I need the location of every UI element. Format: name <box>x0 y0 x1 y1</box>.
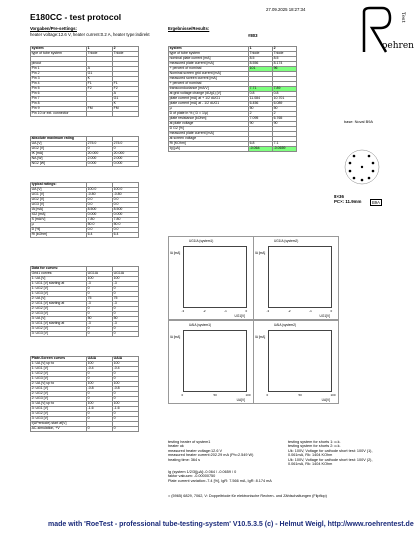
table-cell: A <box>113 92 139 97</box>
table-cell: Triode <box>87 52 113 57</box>
vacuum-note-line: Plate current variation:-7.4 [%], IgR: 7.566 mA, IgR: 8.174 mA <box>168 478 272 483</box>
presettings-label: Vorgaben/Pre-settings: <box>30 26 77 31</box>
table-cell: 3: UG2 [V] <box>31 327 87 332</box>
table-cell: 6.089 <box>273 102 297 107</box>
data-table <box>30 266 139 337</box>
table-cell: UA [V] <box>31 188 87 193</box>
table-cell: 0.0 <box>87 198 113 203</box>
table-cell: 90 <box>249 122 273 127</box>
heater-note-line: heater ok <box>168 444 184 449</box>
table-cell: 2: UA [V] up to <box>31 382 87 387</box>
table-row <box>31 427 139 432</box>
plot-y-label: IA [mA] <box>170 335 181 339</box>
table-cell: 0 <box>113 412 139 417</box>
table-cell: 3: UG3 [V] <box>31 417 87 422</box>
table-cell: 0.0 <box>113 228 139 233</box>
table-cell: 8.174 <box>273 62 297 67</box>
table-cell: 0 <box>113 327 139 332</box>
table-cell: 0 <box>87 307 113 312</box>
table-cell: 1: UG2 [V] <box>31 372 87 377</box>
table-cell: D G2 [%] <box>169 127 249 132</box>
table-cell: 2 <box>113 47 139 52</box>
table-cell: 8.556 <box>249 62 273 67</box>
table-cell: 1 <box>87 47 113 52</box>
svg-text:oehren: oehren <box>382 41 414 51</box>
table-cell: 0.0 <box>87 203 113 208</box>
table-cell: 101 <box>249 67 273 72</box>
table-cell: 0 <box>87 417 113 422</box>
table-cell: µ <box>31 223 87 228</box>
table-cell: FM <box>113 107 139 112</box>
table-cell: -3 <box>113 282 139 287</box>
table-cell: UAIA <box>113 357 139 362</box>
table-cell: 100 <box>87 402 113 407</box>
table-cell: 0 <box>113 312 139 317</box>
short-note-line: testing system for shorts 2: o.k. <box>288 444 341 449</box>
table-row <box>31 162 139 167</box>
table-cell: -0.064 <box>249 147 273 152</box>
table-cell: 275.0 <box>113 142 139 147</box>
table-cell: measured screen current [mA] <box>169 77 249 82</box>
table-cell: 0 <box>87 327 113 332</box>
table-cell: 0 <box>87 147 113 152</box>
table-row <box>169 147 297 152</box>
plot-x-tick: -3 <box>266 309 270 313</box>
presettings-text: heater voltage:12.6 V, heater current:0.2 A, heater type:indirekt <box>30 32 150 37</box>
table-cell: -3 <box>113 322 139 327</box>
table-cell: Pin 4 <box>31 82 87 87</box>
short-note-line: 0.061mA, Rk: 1404 KOhm <box>288 453 333 458</box>
plot-legend: UG1IA (system1) <box>189 239 214 243</box>
heater-notes <box>168 440 253 462</box>
table-cell: 0.8 <box>273 92 297 97</box>
table-cell: transconductance [mA/V] <box>169 87 249 92</box>
table-cell: Ri [kOhm] <box>31 233 87 238</box>
table-cell: 0 <box>113 332 139 337</box>
table-cell: 100 <box>87 382 113 387</box>
table-cell: 6.456 <box>249 102 273 107</box>
table-cell: 50 <box>113 317 139 322</box>
table-cell: type of tube system <box>169 52 249 57</box>
table-cell: IA [mA] <box>31 208 87 213</box>
table-cell: -1.6 <box>113 407 139 412</box>
curve-plot <box>168 320 254 404</box>
table-cell: Grid1 curves: <box>31 272 87 277</box>
table-cell: absolute maximum rating <box>31 137 87 142</box>
curve-plot <box>253 320 339 404</box>
table-cell: 6.4 <box>87 233 113 238</box>
table-cell: at screen voltage <box>169 137 249 142</box>
data-table <box>30 356 139 432</box>
heater-note-line: heating time: 364 s <box>168 457 201 462</box>
table-cell: 0.0 <box>113 198 139 203</box>
table-cell: 50 <box>273 107 297 112</box>
table-cell: plate current [mA] at - 1/2 dUG1 <box>169 102 249 107</box>
table-cell: UG1IA <box>113 272 139 277</box>
table-cell: 275.0 <box>87 142 113 147</box>
table-cell: 0 <box>87 427 113 432</box>
plot-x-tick: -2 <box>287 309 291 313</box>
table-cell: 100 <box>113 382 139 387</box>
table-cell: 0 <box>87 332 113 337</box>
heater-note-line: measured heater voltage:12.6 V <box>168 448 223 453</box>
table-cell: 2: UA [V] <box>31 297 87 302</box>
table-cell: Nominal screen grid current [mA] <box>169 72 249 77</box>
table-cell: 0.8 <box>249 92 273 97</box>
table-cell: Pin 8 <box>31 102 87 107</box>
table-cell: 7.89 <box>273 87 297 92</box>
table-cell: pinout <box>31 62 87 67</box>
table-cell: 20.000 <box>113 152 139 157</box>
table-cell: 0.000 <box>113 162 139 167</box>
svg-text:Test: Test <box>400 12 406 23</box>
table-cell: Pin 6 <box>31 92 87 97</box>
table-cell: Pin 10 or ext. connector <box>31 112 87 117</box>
data-table <box>168 46 297 152</box>
plot-x-label: UG1[V] <box>234 314 245 318</box>
table-cell: F1 <box>87 82 113 87</box>
table-cell: system <box>169 47 249 52</box>
vacuum-notes <box>168 470 272 483</box>
table-cell: 2: UG3 [V] <box>31 312 87 317</box>
table-cell: 100 <box>113 402 139 407</box>
table-cell: 0 <box>87 392 113 397</box>
table-cell: F2 <box>113 87 139 92</box>
plot-frame <box>183 246 247 308</box>
table-cell: -3 <box>87 302 113 307</box>
table-cell: FM <box>87 107 113 112</box>
table-cell: 7.1 <box>273 142 297 147</box>
table-cell: 0 <box>87 377 113 382</box>
table-cell: 2 <box>273 112 297 117</box>
table-cell: 75 <box>113 297 139 302</box>
plot-x-tick: 0 <box>181 393 184 397</box>
table-cell: 0 <box>113 372 139 377</box>
table-cell: 2 <box>249 112 273 117</box>
table-cell: + percent of nominal <box>169 82 249 87</box>
table-cell: 1: UG2 [V] <box>31 287 87 292</box>
table-cell: 0.000 <box>87 213 113 218</box>
table-cell: 0 <box>87 412 113 417</box>
table-cell: 0 <box>113 307 139 312</box>
table-cell: UG3 [V] <box>31 203 87 208</box>
table-cell: 7.80 <box>87 218 113 223</box>
data-table <box>30 136 139 167</box>
table-cell: Pin 2 <box>31 72 87 77</box>
table-cell: 100.0 <box>113 188 139 193</box>
page-title: E180CC - test protocol <box>30 12 122 22</box>
data-table <box>30 182 139 238</box>
table-cell: 2: UG3 [V] <box>31 397 87 402</box>
table-cell: 50 <box>249 107 273 112</box>
table-cell: at grid voltage change (dUg1) [V] <box>169 92 249 97</box>
table-cell: 1 <box>249 47 273 52</box>
table-cell: 0 <box>87 312 113 317</box>
table-cell: AC-simulation, +V <box>31 427 87 432</box>
table-cell: 1: UA [V] up to <box>31 362 87 367</box>
table-cell: 0 <box>113 427 139 432</box>
plot-legend: UAIA (system2) <box>274 323 297 327</box>
table-cell: Pin 1 <box>31 67 87 72</box>
vacuum-note-line: faktor vakuum: -0.00000750 <box>168 474 216 479</box>
table-cell: 3: UA [V] <box>31 317 87 322</box>
table-cell: 0 <box>113 392 139 397</box>
base-label: base: Noval B9A <box>344 119 373 124</box>
table-cell: 0 <box>113 147 139 152</box>
table-cell: NG2 [W] <box>31 162 87 167</box>
plot-x-tick: -2 <box>202 309 206 313</box>
table-cell: plate current [mA] at + 1/2 dUG1 <box>169 97 249 102</box>
plot-x-label: UA[V] <box>236 398 245 402</box>
table-cell: Pin 3 <box>31 77 87 82</box>
table-cell: IK [mA] <box>31 152 87 157</box>
plot-x-tick: 100 <box>330 393 336 397</box>
table-cell: 3: UA [V] up to <box>31 402 87 407</box>
table-cell: 2 <box>273 47 297 52</box>
table-cell: measured plate current [mA] <box>169 132 249 137</box>
table-cell: -3 <box>87 282 113 287</box>
table-row <box>31 332 139 337</box>
table-row <box>31 233 139 238</box>
table-cell: 2.000 <box>113 157 139 162</box>
table-cell: K <box>87 77 113 82</box>
table-cell: plate resistance [kOhm] <box>169 117 249 122</box>
table-cell: G1 <box>113 97 139 102</box>
table-cell: UG1IA <box>87 272 113 277</box>
table-cell: K <box>113 102 139 107</box>
table-cell: 100 <box>113 362 139 367</box>
tube-size-line1: 8×36 <box>334 194 344 199</box>
table-cell: at plate voltage <box>169 122 249 127</box>
table-cell: 2: UG2 [V] <box>31 307 87 312</box>
table-cell: 0.000 <box>87 162 113 167</box>
table-cell: 2: UG1 [V] <box>31 387 87 392</box>
table-cell: µ <box>169 107 249 112</box>
table-cell: 7.095 <box>249 117 273 122</box>
table-cell: 0 <box>113 397 139 402</box>
table-cell: UG2 [V] <box>31 198 87 203</box>
table-cell: F1 <box>113 82 139 87</box>
table-cell: Pin 7 <box>31 97 87 102</box>
table-cell: Pin 9 <box>31 107 87 112</box>
table-cell: 11.084 <box>249 97 273 102</box>
table-cell: F2 <box>87 87 113 92</box>
table-cell: 2: UG2 [V] <box>31 392 87 397</box>
plot-x-tick: 0 <box>330 309 333 313</box>
table-cell: 50.0 <box>87 223 113 228</box>
plot-frame <box>268 330 332 392</box>
table-cell: 3: UG3 [V] <box>31 332 87 337</box>
short-note-line: Uk: 100V, Voltage for cathode short test: 100V (2), <box>288 457 373 462</box>
table-cell: Plate-Screen curves <box>31 357 87 362</box>
test-date: 27.09.2025 18:27:34 <box>266 7 306 12</box>
table-cell <box>113 112 139 117</box>
table-cell: 8.500 <box>113 208 139 213</box>
table-cell: 8.5 <box>273 57 297 62</box>
curve-plot <box>168 236 254 320</box>
plot-x-tick: 0 <box>266 393 269 397</box>
table-cell: 1: UA [V] <box>31 277 87 282</box>
plot-x-tick: -1 <box>224 309 227 313</box>
table-cell: 0 <box>87 372 113 377</box>
table-cell: -0.80 <box>113 193 139 198</box>
table-cell: 3: UG1 [V] <box>31 407 87 412</box>
table-cell: D of plate in % ( D = 1/µ) <box>169 112 249 117</box>
tube-size-line2: PC×: 11.9mm <box>334 199 362 204</box>
table-cell: Data for curves: <box>31 267 87 272</box>
table-cell <box>87 112 113 117</box>
table-cell: -3 <box>87 322 113 327</box>
table-cell: -0.4 <box>113 367 139 372</box>
table-cell: UG1 [V] <box>31 193 87 198</box>
plot-frame <box>183 330 247 392</box>
table-cell: -0.8 <box>113 387 139 392</box>
table-cell: 10.701 <box>273 97 297 102</box>
table-cell: 50 <box>87 317 113 322</box>
table-cell: 96 <box>273 67 297 72</box>
table-cell: 1: UG1 [V] starting at <box>31 282 87 287</box>
heater-note-line: measured heater current:202.29 mA (Ph=2.549 W) <box>168 453 254 458</box>
table-cell: -0.80 <box>87 193 113 198</box>
plot-x-tick: 100 <box>245 393 251 397</box>
table-cell: 1: UG3 [V] <box>31 292 87 297</box>
equivalents-note: = (5965) 6829, 7062, V: Doppeltriode für elektronische Rechen- und Zählschaltungen (Flipflop) <box>168 494 327 498</box>
table-cell: measured plate current [mA] <box>169 62 249 67</box>
table-cell: -0.0659 <box>273 147 297 152</box>
table-cell: Ri [KOhm] <box>169 142 249 147</box>
table-cell: Ig [µA] <box>169 147 249 152</box>
table-cell: UG2 [V] <box>31 147 87 152</box>
vacuum-note-line: Ig (system 1/2/3)[µA]:-0.064 / -0.0659 / 0 <box>168 470 237 474</box>
table-cell: 7.80 <box>113 218 139 223</box>
table-cell: Triode <box>249 52 273 57</box>
table-cell: 3: UG1 [V] starting at <box>31 322 87 327</box>
table-cell: 6.8 <box>249 142 273 147</box>
table-cell: Triode <box>273 52 297 57</box>
results-label: Ergebnisse/Results: <box>168 26 210 31</box>
table-cell: typical ratings: <box>31 183 87 188</box>
table-cell: A <box>87 67 113 72</box>
table-row <box>31 112 139 117</box>
table-cell: 6.4 <box>113 233 139 238</box>
table-cell: UA [V] <box>31 142 87 147</box>
table-cell: 0 <box>113 292 139 297</box>
plot-y-label: IA [mA] <box>255 251 266 255</box>
table-cell: 50.0 <box>113 223 139 228</box>
table-cell: IG2 [mA] <box>31 213 87 218</box>
table-cell: 100.0 <box>87 188 113 193</box>
short-note-line: 0.061mA, Rk: 1404 KOhm <box>288 462 333 467</box>
plot-legend: UAIA (system1) <box>189 323 212 327</box>
table-cell: type of tube system <box>31 52 87 57</box>
table-cell: 0 <box>113 417 139 422</box>
table-cell: 2: UG1 [V] starting at <box>31 302 87 307</box>
plot-x-tick: 0 <box>245 309 248 313</box>
table-cell: 100 <box>87 362 113 367</box>
plot-x-tick: -3 <box>181 309 185 313</box>
short-note-line: testing system for shorts 1: o.k. <box>288 440 341 444</box>
tube-size <box>334 194 361 204</box>
table-cell: 7.71 <box>249 87 273 92</box>
table-cell: 0 <box>87 292 113 297</box>
table-cell: 0 <box>87 397 113 402</box>
table-cell: 0.000 <box>113 213 139 218</box>
table-cell: 6.765 <box>273 117 297 122</box>
short-test-notes <box>288 440 373 466</box>
table-cell: 8.500 <box>87 208 113 213</box>
table-cell: system <box>31 47 87 52</box>
table-cell: UAIA <box>87 357 113 362</box>
table-cell: 100 <box>87 277 113 282</box>
plot-y-label: IA [mA] <box>255 335 266 339</box>
table-cell: 8.5 <box>249 57 273 62</box>
table-cell: 3: UG2 [V] <box>31 412 87 417</box>
plot-x-tick: -1 <box>309 309 312 313</box>
table-cell: Triode <box>113 52 139 57</box>
table-cell: 0 <box>113 377 139 382</box>
plot-legend: UG1IA (system2) <box>274 239 299 243</box>
table-cell: Pin 5 <box>31 87 87 92</box>
table-cell: + percent of nominal <box>169 67 249 72</box>
table-cell: 0.0 <box>87 228 113 233</box>
table-cell: -0.8 <box>87 387 113 392</box>
table-cell: 1: UG3 [V] <box>31 377 87 382</box>
heater-note-line: testing heater of system1 <box>168 440 211 444</box>
plot-frame <box>268 246 332 308</box>
plot-x-tick: 50 <box>298 393 302 397</box>
table-cell: S [mA/V] <box>31 218 87 223</box>
base-code: B9A <box>372 200 380 205</box>
plot-x-label: UA[V] <box>321 398 330 402</box>
table-cell: nominal plate current [mA] <box>169 57 249 62</box>
table-cell: 75 <box>87 297 113 302</box>
table-cell: -0.4 <box>87 367 113 372</box>
table-cell: 0 <box>113 287 139 292</box>
table-cell: 1: UG1 [V] <box>31 367 87 372</box>
plot-x-label: UG1[V] <box>319 314 330 318</box>
table-cell: f(UPentode) start af[V] <box>31 422 87 427</box>
table-cell: -1.6 <box>87 407 113 412</box>
plot-y-label: IA [mA] <box>170 251 181 255</box>
serial-number: #803 <box>248 33 258 38</box>
table-cell: 0.0 <box>113 203 139 208</box>
table-cell: -3 <box>113 302 139 307</box>
noval-base-diagram-icon <box>342 147 382 187</box>
roehrentest-logo-icon <box>360 6 414 58</box>
table-cell: 2.000 <box>87 157 113 162</box>
plot-x-tick: 50 <box>213 393 217 397</box>
table-cell: 100 <box>113 277 139 282</box>
table-cell: D [%] <box>31 228 87 233</box>
curve-plot <box>253 236 339 320</box>
table-cell: 20.000 <box>87 152 113 157</box>
table-cell: 0 <box>87 287 113 292</box>
footer-credit: made with 'RoeTest - professional tube-testing-system' V10.5.3.5 (c) - Helmut Weigl, http://www.roehrentest.de <box>48 521 414 528</box>
table-cell: 90 <box>273 122 297 127</box>
short-note-line: Uk: 100V, Voltage for cathode short test: 100V (1), <box>288 448 373 453</box>
table-cell: NA [W] <box>31 157 87 162</box>
table-cell: G1 <box>87 72 113 77</box>
data-table <box>30 46 139 117</box>
